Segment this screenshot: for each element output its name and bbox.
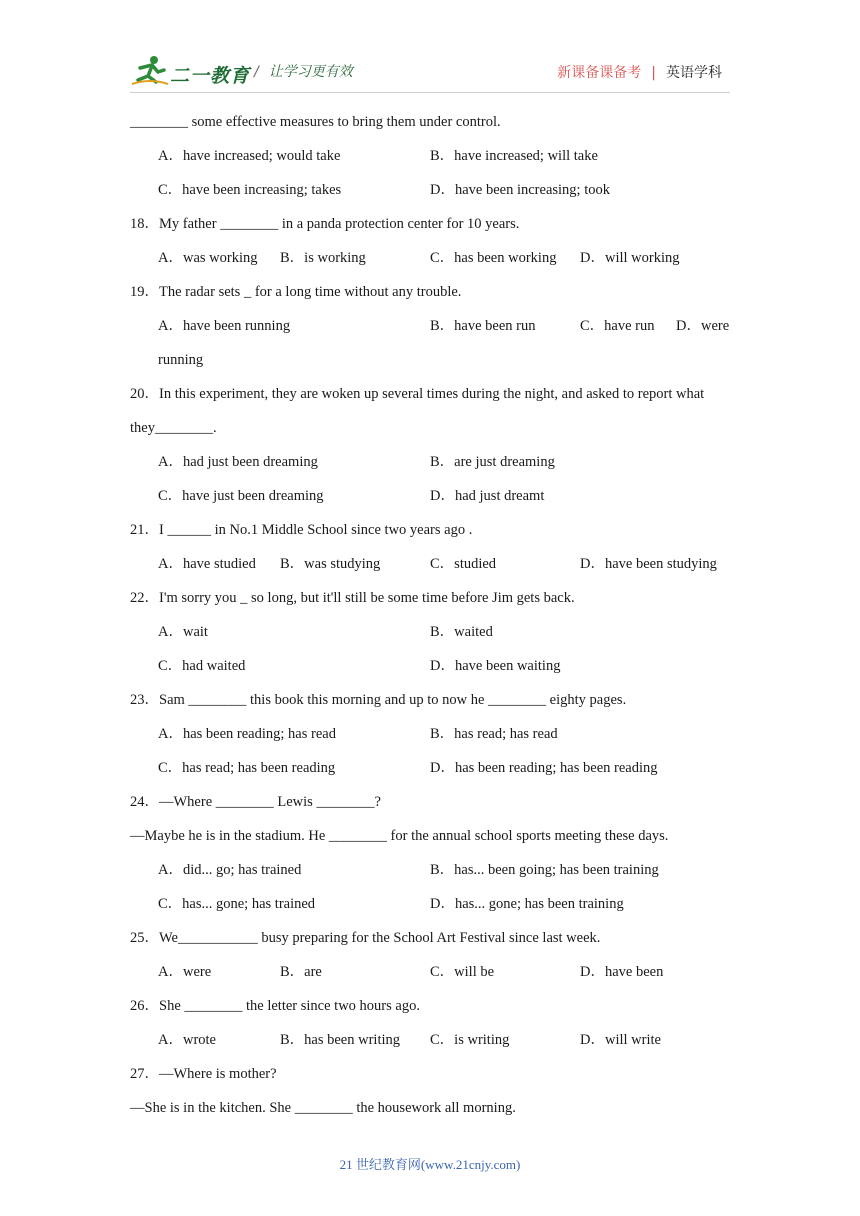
q17-stem: ________ some effective measures to bring them under control. <box>130 114 501 130</box>
q22-option-a: A．wait <box>158 624 208 640</box>
q27-stem-1: 27．—Where is mother? <box>130 1066 277 1082</box>
slogan-text: 让学习更有效 <box>268 64 353 80</box>
q25-option-a: A．were <box>158 964 212 980</box>
q27-stem-2: —She is in the kitchen. She ________ the housework all morning. <box>130 1100 516 1116</box>
q23-stem: 23．Sam ________ this book this morning and up to now he ________ eighty pages. <box>130 692 627 708</box>
q21-option-c: C．studied <box>430 556 497 572</box>
q20-options-ab <box>130 448 732 482</box>
q24-option-b: B．has... been going; has been training <box>430 862 659 878</box>
q26-option-b: B．has been writing <box>280 1032 401 1048</box>
page-footer[interactable]: 21 世纪教育网(www.21cnjy.com) <box>339 1157 521 1172</box>
q23-option-a: A．has been reading; has read <box>158 726 336 742</box>
q21-option-a: A．have studied <box>158 556 256 572</box>
q24-option-c: C．has... gone; has trained <box>158 896 316 912</box>
q21-option-d: D．have been studying <box>580 556 717 572</box>
q19-options <box>130 312 732 346</box>
q18-option-b: B．is working <box>280 250 366 266</box>
q22-options-cd <box>130 652 732 686</box>
q21-options <box>130 550 732 584</box>
q26-stem: 26．She ________ the letter since two hours ago. <box>130 998 420 1014</box>
header-separator: | <box>651 65 656 81</box>
q17-option-a: A．have increased; would take <box>158 148 341 164</box>
q25-options <box>130 958 732 992</box>
q26-option-d: D．will write <box>580 1032 661 1048</box>
q25-option-d: D．have been <box>580 964 664 980</box>
course-label: 新课备课备考 <box>557 65 642 81</box>
header-right <box>557 62 722 82</box>
q22-options-ab <box>130 618 732 652</box>
q21-option-b: B．was studying <box>280 556 381 572</box>
q20-stem-2: they________. <box>130 420 217 436</box>
q19-stem: 19．The radar sets _ for a long time without any trouble. <box>130 284 462 300</box>
q25-option-b: B．are <box>280 964 322 980</box>
q19-option-d: D．were <box>676 318 730 334</box>
q20-option-d: D．had just dreamt <box>430 488 545 504</box>
q22-option-b: B．waited <box>430 624 493 640</box>
q26-option-c: C．is writing <box>430 1032 510 1048</box>
q19-option-c: C．have run <box>580 318 655 334</box>
q18-option-a: A．was working <box>158 250 258 266</box>
q20-stem-1: 20．In this experiment, they are woken up several times during the night, and asked to report what <box>130 386 705 402</box>
subject-label: 英语学科 <box>666 65 722 81</box>
q20-option-b: B．are just dreaming <box>430 454 555 470</box>
q19-option-d-cont: running <box>158 352 204 368</box>
q23-options-ab <box>130 720 732 754</box>
q24-options-cd <box>130 890 732 924</box>
q20-option-a: A．had just been dreaming <box>158 454 318 470</box>
q17-option-c: C．have been increasing; takes <box>158 182 342 198</box>
q26-option-a: A．wrote <box>158 1032 216 1048</box>
q18-option-c: C．has been working <box>430 250 557 266</box>
q24-option-d: D．has... gone; has been training <box>430 896 624 912</box>
q18-options <box>130 244 732 278</box>
q23-option-b: B．has read; has read <box>430 726 558 742</box>
logo <box>130 54 250 88</box>
q21-stem: 21．I ______ in No.1 Middle School since two years ago . <box>130 522 473 538</box>
q19-option-b: B．have been run <box>430 318 536 334</box>
q19-options-wrap <box>130 346 732 380</box>
q22-option-c: C．had waited <box>158 658 246 674</box>
q24-stem-1: 24．—Where ________ Lewis ________? <box>130 794 381 810</box>
q22-stem: 22．I'm sorry you _ so long, but it'll still be some time before Jim gets back. <box>130 590 575 606</box>
q24-stem-2: —Maybe he is in the stadium. He ________ for the annual school sports meeting these days. <box>130 828 669 844</box>
q23-options-cd <box>130 754 732 788</box>
runner-logo-icon <box>130 54 170 88</box>
q24-options-ab <box>130 856 732 890</box>
q20-options-cd <box>130 482 732 516</box>
q23-option-d: D．has been reading; has been reading <box>430 760 658 776</box>
q17-options-ab <box>130 142 732 176</box>
q18-stem: 18．My father ________ in a panda protection center for 10 years. <box>130 216 520 232</box>
question-list <box>130 108 732 1128</box>
q22-option-d: D．have been waiting <box>430 658 561 674</box>
q25-stem: 25．We___________ busy preparing for the School Art Festival since last week. <box>130 930 601 946</box>
header-divider <box>130 92 730 93</box>
logo-text: 二一教育 <box>170 65 251 87</box>
slogan: / 让学习更有效 <box>254 64 353 80</box>
page-header <box>130 52 730 90</box>
q19-option-a: A．have been running <box>158 318 291 334</box>
q24-option-a: A．did... go; has trained <box>158 862 302 878</box>
q17-option-d: D．have been increasing; took <box>430 182 610 198</box>
q20-option-c: C．have just been dreaming <box>158 488 324 504</box>
q23-option-c: C．has read; has been reading <box>158 760 336 776</box>
q17-option-b: B．have increased; will take <box>430 148 598 164</box>
q17-options-cd <box>130 176 732 210</box>
q18-option-d: D．will working <box>580 250 680 266</box>
q25-option-c: C．will be <box>430 964 495 980</box>
q26-options <box>130 1026 732 1060</box>
